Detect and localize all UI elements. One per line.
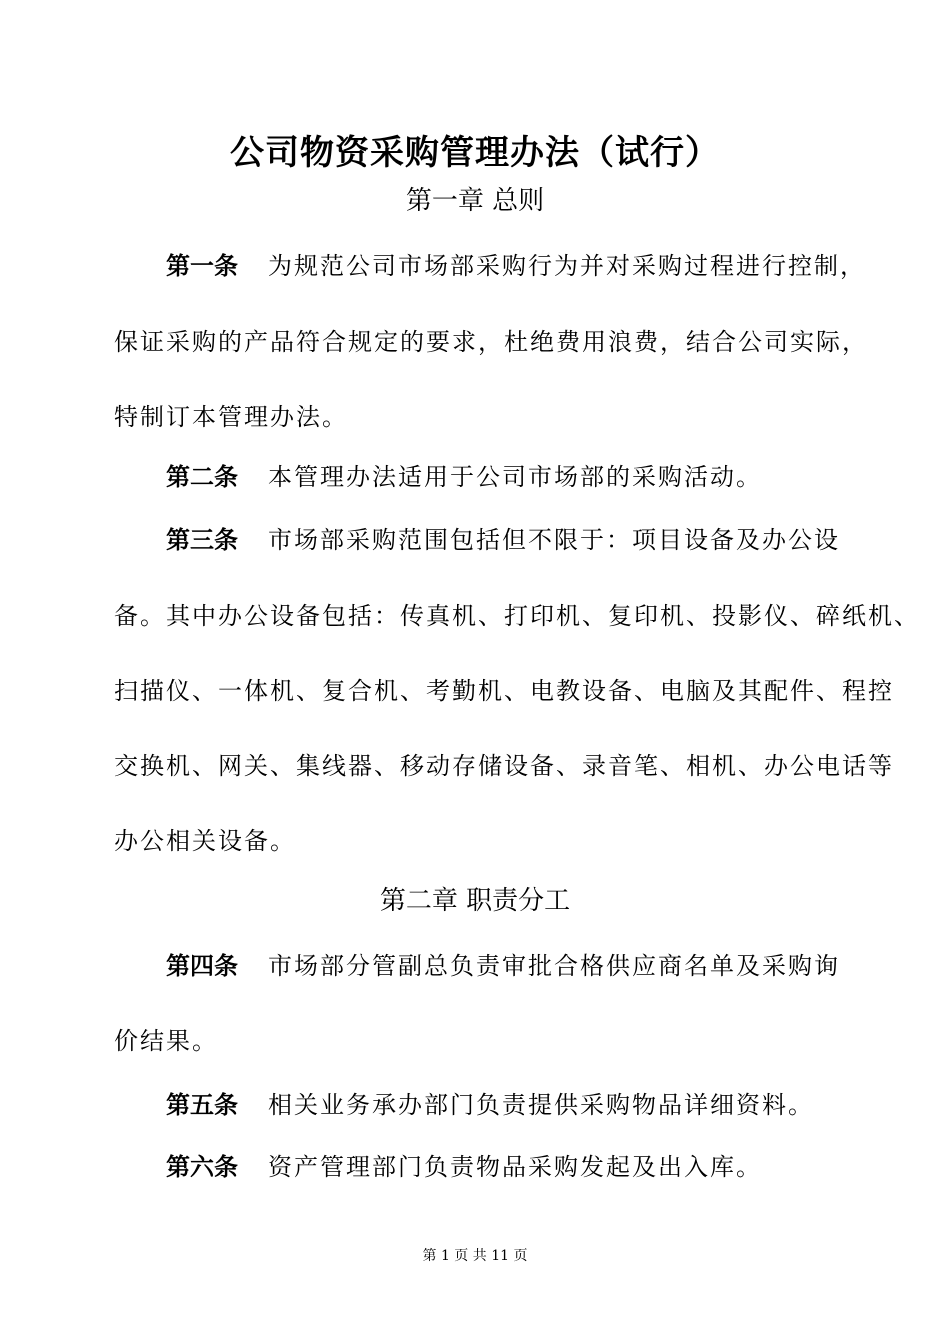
article-5-text-1: 相关业务承办部门负责提供采购物品详细资料。 — [268, 1091, 814, 1119]
article-5-label: 第五条 — [166, 1091, 238, 1119]
article-1-text-1: 为规范公司市场部采购行为并对采购过程进行控制， — [268, 252, 866, 280]
article-3-line-1 — [166, 520, 906, 555]
article-2-label: 第二条 — [166, 463, 238, 491]
chapter-1-heading: 第一章 总则 — [405, 186, 545, 216]
article-4-line-2: 价结果。 — [114, 1027, 218, 1055]
article-3-line-3: 扫描仪、一体机、复合机、考勤机、电教设备、电脑及其配件、程控 — [114, 677, 894, 705]
page-footer: 第 1 页 共 11 页 — [422, 1248, 528, 1264]
article-3-line-4: 交换机、网关、集线器、移动存储设备、录音笔、相机、办公电话等 — [114, 752, 894, 780]
article-6-text-1: 资产管理部门负责物品采购发起及出入库。 — [268, 1153, 762, 1181]
article-4-label: 第四条 — [166, 952, 238, 980]
document-title: 公司物资采购管理办法（试行） — [230, 133, 720, 173]
article-1-line-2: 保证采购的产品符合规定的要求，杜绝费用浪费，结合公司实际， — [114, 328, 868, 356]
article-6-line-1 — [166, 1147, 906, 1182]
article-2-text-1: 本管理办法适用于公司市场部的采购活动。 — [268, 463, 762, 491]
article-3-line-2: 备。其中办公设备包括：传真机、打印机、复印机、投影仪、碎纸机、 — [114, 602, 920, 630]
article-4-line-1 — [166, 946, 906, 981]
article-1-line-1 — [166, 246, 906, 281]
article-2-line-1 — [166, 457, 906, 492]
article-3-line-5: 办公相关设备。 — [114, 827, 296, 855]
article-5-line-1 — [166, 1085, 906, 1120]
article-6-label: 第六条 — [166, 1153, 238, 1181]
article-1-label: 第一条 — [166, 252, 238, 280]
chapter-2-heading: 第二章 职责分工 — [379, 886, 571, 916]
article-1-line-3: 特制订本管理办法。 — [114, 403, 348, 431]
article-3-text-1: 市场部采购范围包括但不限于：项目设备及办公设 — [268, 526, 840, 554]
article-3-label: 第三条 — [166, 526, 238, 554]
article-4-text-1: 市场部分管副总负责审批合格供应商名单及采购询 — [268, 952, 840, 980]
